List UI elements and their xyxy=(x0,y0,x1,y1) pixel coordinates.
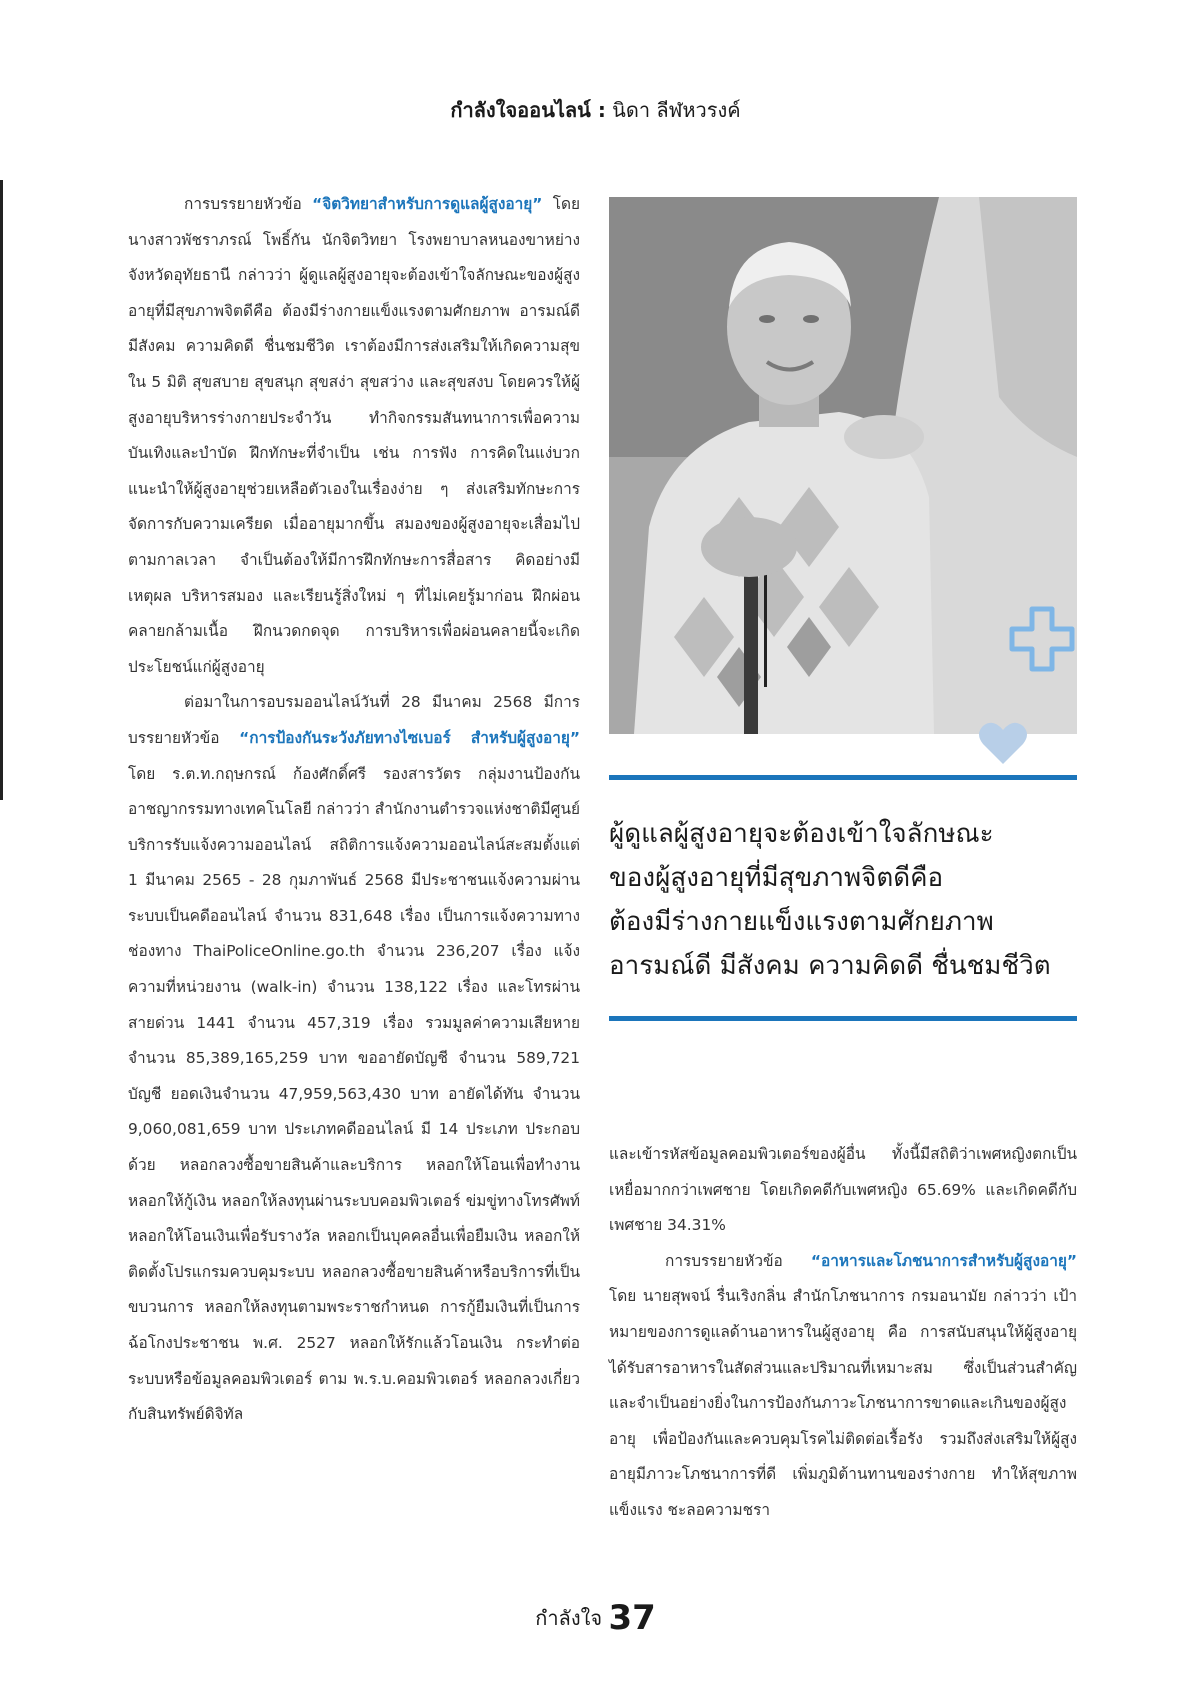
page-number: 37 xyxy=(608,1598,656,1638)
body-text: โดย ร.ต.ท.กฤษกรณ์ ก้องศักดิ์ศรี รองสารวัตร กลุ่มงานป้องกันอาชญากรรมทางเทคโนโลยี กล่าวว่า สำนักงานตำรวจแห่งชาติมีศูนย์บริการรับแจ้งความออนไลน์ สถิติการแจ้งความออนไลน์สะสมตั้งแต่ 1 มีนาคม 2565 - 28 กุมภาพันธ์ 2568 มีประชาชนแจ้งความผ่านระบบเป็นคดีออนไลน์ จำนวน 831,648 เรื่อง เป็นการแจ้งความทางช่องทาง ThaiPoliceOnline.go.th จำนวน 236,207 เรื่อง แจ้งความที่หน่วยงาน (walk-in) จำนวน 138,122 เรื่อง และโทรผ่านสายด่วน 1441 จำนวน 457,319 เรื่อง รวมมูลค่าความเสียหาย จำนวน 85,389,165,259 บาท ขออายัดบัญชี จำนวน 589,721 บัญชี ยอดเงินจำนวน 47,959,563,430 บาท อายัดได้ทัน จำนวน 9,060,081,659 บาท ประเภทคดีออนไลน์ มี 14 ประเภท ประกอบด้วย หลอกลวงซื้อขายสินค้าและบริการ หลอกให้โอนเพื่อทำงาน หลอกให้กู้เงิน หลอกให้ลงทุนผ่านระบบคอมพิวเตอร์ ข่มขู่ทางโทรศัพท์ หลอกให้โอนเงินเพื่อรับรางวัล หลอกเป็นบุคคลอื่นเพื่อยืมเงิน หลอกให้ติดตั้งโปรแกรมควบคุมระบบ หลอกลวงซื้อขายสินค้าหรือบริการที่เป็นขบวนการ หลอกให้ลงทุนตามพระราชกำหนด การกู้ยืมเงินที่เป็นการฉ้อโกงประชาชน พ.ศ. 2527 หลอกให้รักแล้วโอนเงิน กระทำต่อระบบหรือข้อมูลคอมพิวเตอร์ ตาม พ.ร.บ.คอมพิวเตอร์ หลอกลวงเกี่ยวกับสินทรัพย์ดิจิทัล xyxy=(128,764,580,1424)
author-name: นิดา ลีฬหวรงค์ xyxy=(605,98,741,122)
body-text: โดย นางสาวพัชราภรณ์ โพธิ์กัน นักจิตวิทยา โรงพยาบาลหนองขาหย่าง จังหวัดอุทัยธานี กล่าวว่า ผู้ดูแลผู้สูงอายุจะต้องเข้าใจลักษณะของผู้สูงอายุที่มีสุขภาพจิตดีคือ ต้องมีร่างกายแข็งแรงตามศักยภาพ อารมณ์ดี มีสังคม ความคิดดี ชื่นชมชีวิต เราต้องมีการส่งเสริมให้เกิดความสุขใน 5 มิติ สุขสบาย สุขสนุก สุขสง่า สุขสว่าง และสุขสงบ โดยควรให้ผู้สูงอายุบริหารร่างกายประจำวัน ทำกิจกรรมสันทนาการเพื่อความบันเทิงและบำบัด ฝึกทักษะที่จำเป็น เช่น การฟัง การคิดในแง่บวก แนะนำให้ผู้สูงอายุช่วยเหลือตัวเองในเรื่องง่าย ๆ ส่งเสริมทักษะการจัดการกับความเครียด เมื่ออายุมากขึ้น สมองของผู้สูงอายุจะเสื่อมไปตามกาลเวลา จำเป็นต้องให้มีการฝึกทักษะการสื่อสาร คิดอย่างมีเหตุผล บริหารสมอง และเรียนรู้สิ่งใหม่ ๆ ที่ไม่เคยรู้มาก่อน ฝึกผ่อนคลายกล้ามเนื้อ ฝึกนวดกดจุด การบริหารเพื่อผ่อนคลายนี้จะเกิดประโยชน์แก่ผู้สูงอายุ xyxy=(128,195,581,676)
left-text-column xyxy=(128,187,580,1433)
body-text: การบรรยายหัวข้อ xyxy=(665,1251,811,1270)
quote-bottom-rule xyxy=(609,1016,1077,1021)
body-text: และเข้ารหัสข้อมูลคอมพิวเตอร์ของผู้อื่น ทั้งนี้มีสถิติว่าเพศหญิงตกเป็นเหยื่อมากกว่าเพศชาย โดยเกิดคดีกับเพศหญิง 65.69% และเกิดคดีกับเพศชาย 34.31% xyxy=(609,1145,1077,1235)
body-text: การบรรยายหัวข้อ xyxy=(184,195,313,213)
paragraph xyxy=(609,1137,1077,1244)
pull-quote-line: ผู้ดูแลผู้สูงอายุจะต้องเข้าใจลักษณะ xyxy=(609,819,994,849)
column-name: กำลังใจออนไลน์ : xyxy=(450,98,606,122)
quote-top-rule xyxy=(609,775,1077,780)
left-edge-bar xyxy=(0,180,3,800)
magazine-name: กำลังใจ xyxy=(535,1606,603,1630)
pull-quote-line: ของผู้สูงอายุที่มีสุขภาพจิตดีคือ xyxy=(609,863,944,893)
pull-quote xyxy=(609,812,1077,988)
pull-quote-line: ต้องมีร่างกายแข็งแรงตามศักยภาพ xyxy=(609,907,994,937)
paragraph xyxy=(609,1244,1077,1529)
right-text-column xyxy=(609,1137,1077,1529)
elderly-caregiver-photo xyxy=(609,197,1077,734)
page-footer xyxy=(0,1598,1191,1638)
pull-quote-line: อารมณ์ดี มีสังคม ความคิดดี ชื่นชมชีวิต xyxy=(609,951,1051,981)
heart-icon xyxy=(977,720,1029,766)
topic-title: “อาหารและโภชนาการสำหรับผู้สูงอายุ” xyxy=(810,1251,1077,1270)
body-text: โดย นายสุพจน์ รื่นเริงกลิ่น สำนักโภชนาการ กรมอนามัย กล่าวว่า เป้าหมายของการดูแลด้านอาหารในผู้สูงอายุ คือ การสนับสนุนให้ผู้สูงอายุได้รับสารอาหารในสัดส่วนและปริมาณที่เหมาะสม ซึ่งเป็นส่วนสำคัญและจำเป็นอย่างยิ่งในการป้องกันภาวะโภชนาการขาดและเกินของผู้สูงอายุ เพื่อป้องกันและควบคุมโรคไม่ติดต่อเรื้อรัง รวมถึงส่งเสริมให้ผู้สูงอายุมีภาวะโภชนาการที่ดี เพิ่มภูมิต้านทานของร่างกาย ทำให้สุขภาพแข็งแรง ชะลอความชรา xyxy=(609,1287,1077,1519)
paragraph xyxy=(128,187,580,685)
body-text: ต่อมาในการอบรมออนไลน์วันที่ 28 มีนาคม 2568 มีการบรรยายหัวข้อ xyxy=(128,693,580,747)
topic-title: “การป้องกันระวังภัยทางไซเบอร์ สำหรับผู้สูงอายุ” xyxy=(239,728,580,747)
page-header xyxy=(0,94,1191,126)
paragraph xyxy=(128,685,580,1432)
topic-title: “จิตวิทยาสำหรับการดูแลผู้สูงอายุ” xyxy=(312,195,543,213)
